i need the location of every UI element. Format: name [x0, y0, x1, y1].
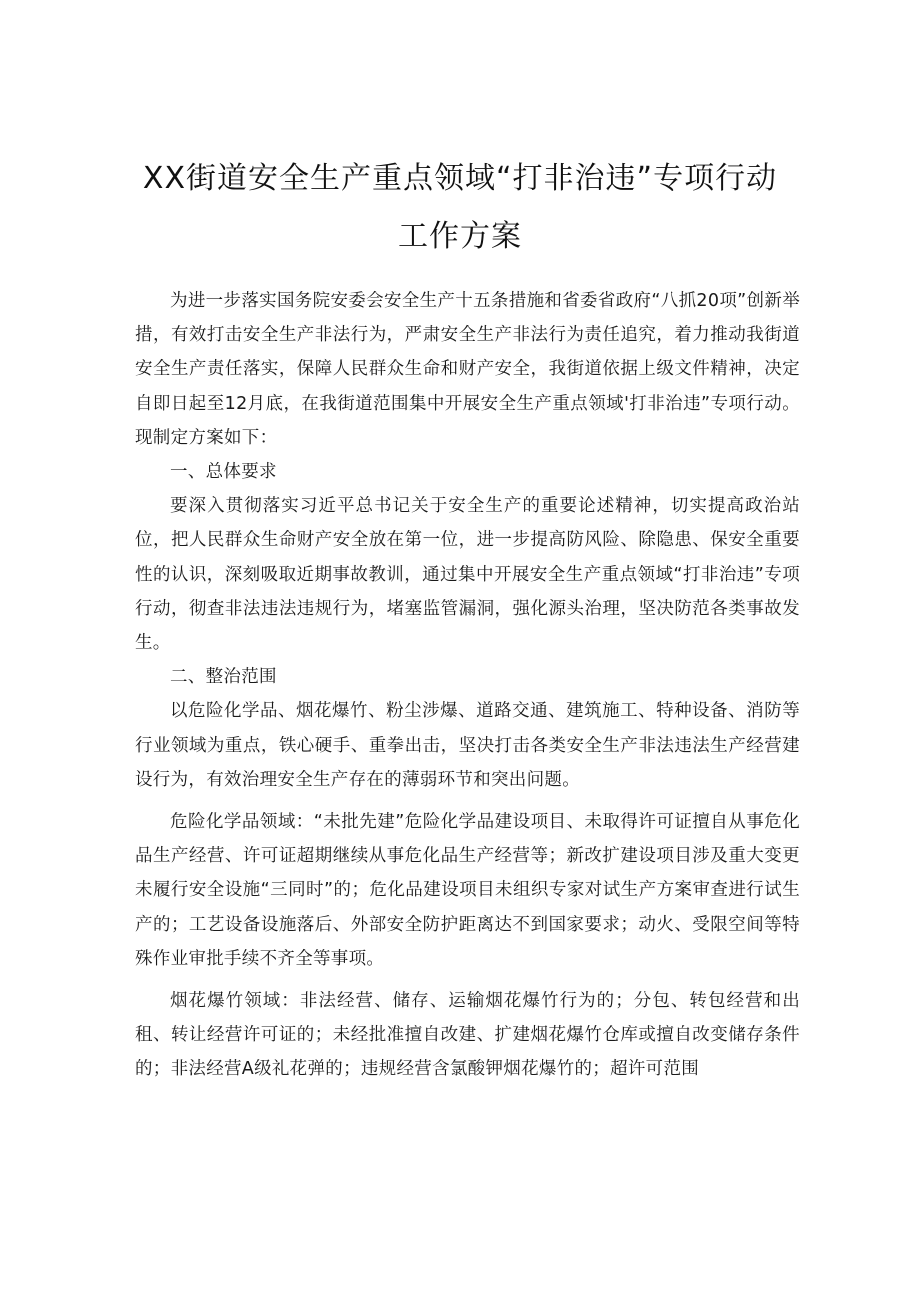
intro-paragraph: 为进一步落实国务院安委会安全生产十五条措施和省委省政府“八抓20项”创新举措，有效打击安全生产非法行为，严肃安全生产非法行为责任追究，着力推动我街道安全生产责任落实，保障人民群众生命和财产安全，我街道依据上级文件精神，决定自即日起至12月底，在我街道范围集中开展安全生产重点领域'打非治违”专项行动。现制定方案如下： [135, 291, 800, 448]
hazardous-chemicals-paragraph: 危险化学品领域：“未批先建”危险化学品建设项目、未取得许可证擅自从事危化品生产经营、许可证超期继续从事危化品生产经营等；新改扩建设项目涉及重大变更未履行安全设施“三同时”的；危化品建设项目未组织专家对试生产方案审查进行试生产的；工艺设备设施落后、外部安全防护距离达不到国家要求；动火、受限空间等特殊作业审批手续不齐全等事项。 [135, 812, 800, 969]
section-heading-scope: 二、整治范围 [170, 667, 277, 688]
scope-paragraph: 以危险化学品、烟花爆竹、粉尘涉爆、道路交通、建筑施工、特种设备、消防等行业领域为重点，铁心硬手、重拳出击，坚决打击各类安全生产非法违法生产经营建设行为，有效治理安全生产存在的薄弱环节和突出问题。 [135, 701, 800, 790]
document-body [135, 284, 800, 1087]
document-title: XX街道安全生产重点领域“打非治违”专项行动工作方案 [142, 161, 778, 254]
fireworks-paragraph: 烟花爆竹领域：非法经营、储存、运输烟花爆竹行为的；分包、转包经营和出租、转让经营许可证的；未经批准擅自改建、扩建烟花爆竹仓库或擅自改变储存条件的；非法经营A级礼花弹的；违规经营含氯酸钾烟花爆竹的；超许可范围 [135, 991, 800, 1080]
general-requirements-paragraph: 要深入贯彻落实习近平总书记关于安全生产的重要论述精神，切实提高政治站位，把人民群众生命财产安全放在第一位，进一步提高防风险、除隐患、保安全重要性的认识，深刻吸取近期事故教训，通过集中开展安全生产重点领域“打非治违”专项行动，彻查非法违法违规行为，堵塞监管漏洞，强化源头治理，坚决防范各类事故发生。 [135, 496, 800, 654]
section-heading-general-requirements: 一、总体要求 [170, 462, 277, 483]
